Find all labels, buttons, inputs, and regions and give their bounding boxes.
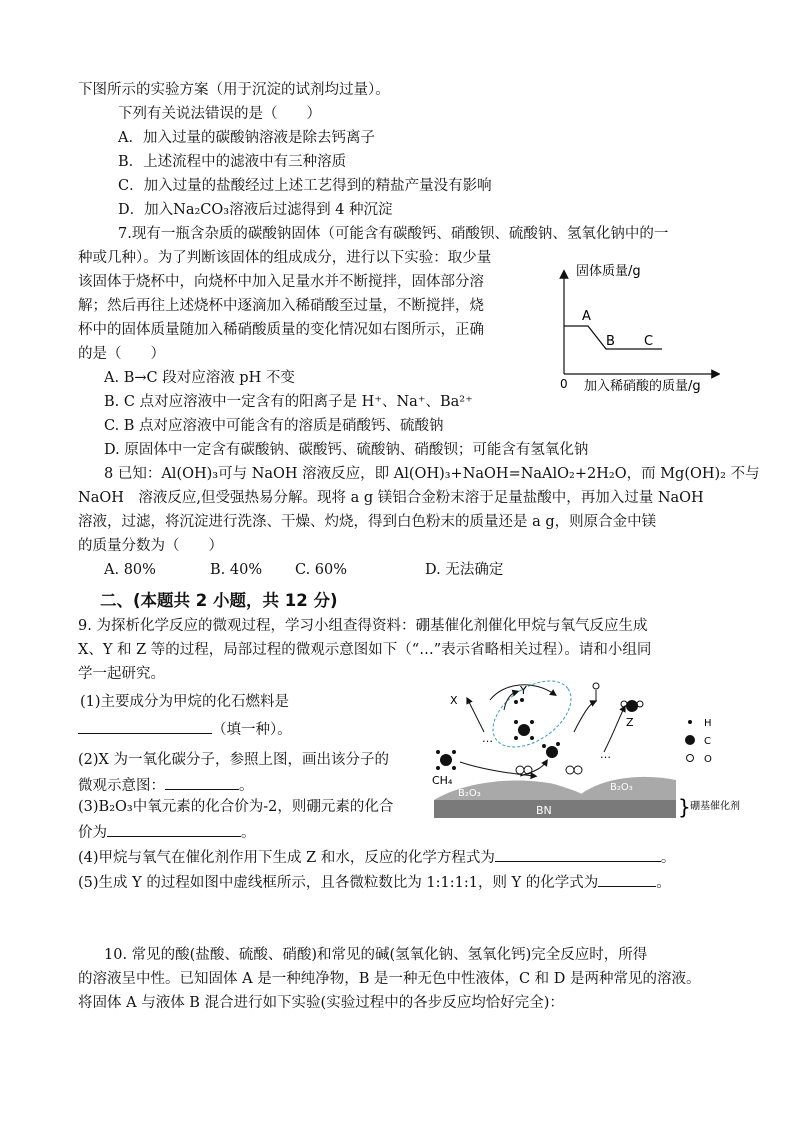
q9-part2-answer-blank[interactable]: [165, 774, 239, 790]
intermediate-molecule-icon: [514, 720, 534, 740]
q9-part5-label: (5)生成 Y 的过程如图中虚线框所示，且各微粒数比为 1:1:1:1，则 Y 的化学式为: [78, 875, 599, 891]
q10-line-1: 10. 常见的酸(盐酸、硫酸、硝酸)和常见的碱(氢氧化钠、氢氧化钙)完全反应时，所得: [104, 947, 648, 963]
q8-option-a: A. 80%: [104, 562, 156, 578]
point-b-label: B: [606, 334, 615, 349]
q9-part1-answer-blank[interactable]: [78, 718, 212, 734]
q6-stem: 下列有关说法错误的是（ ）: [118, 106, 321, 122]
q7-option-c: C. B 点对应溶液中可能含有的溶质是硝酸钙、硫酸钠: [104, 418, 444, 434]
q10-line-3: 将固体 A 与液体 B 混合进行如下实验(实验过程中的各步反应均恰好完全)：: [78, 995, 564, 1011]
oxygen-molecule-icon-2: [566, 766, 582, 774]
arrow-right-branch: [574, 702, 594, 732]
q7-line-1: 7.现有一瓶含杂质的碳酸钠固体（可能含有碳酸钙、硝酸钡、硫酸钠、氢氧化钠中的一: [118, 226, 669, 242]
q9-part4-row: (4)甲烷与氧气在催化剂作用下生成 Z 和水，反应的化学方程式为 。: [78, 846, 675, 868]
micro-process-diagram: [424, 672, 748, 820]
q6-option-a: A．加入过量的碳酸钠溶液是除去钙离子: [118, 130, 375, 146]
q7-line-5: 杯中的固体质量随加入稀硝酸质量的变化情况如右图所示，正确: [78, 322, 484, 338]
q9-line-1: 9. 为探析化学反应的微观过程，学习小组查得资料：硼基催化剂催化甲烷与氧气反应生成: [78, 618, 648, 634]
q9-part2-prefix: 微观示意图：: [78, 778, 165, 794]
q9-part1-suffix: （填一种）。: [212, 722, 292, 738]
brace: }: [678, 795, 691, 819]
z-label: Z: [626, 716, 634, 729]
q7-line-6: 的是（ ）: [78, 346, 165, 362]
arrow-to-y: [504, 692, 516, 710]
legend-h-label: H: [704, 718, 712, 729]
q9-part5-answer-blank[interactable]: [598, 871, 656, 887]
q7-option-d: D. 原固体中一定含有碳酸钠、碳酸钙、硫酸钠、硝酸钡；可能含有氢氧化钠: [104, 442, 589, 458]
graph-xlabel: 加入稀硝酸的质量/g: [584, 379, 701, 394]
solid-mass-graph: [550, 256, 720, 396]
q7-option-a: A. B→C 段对应溶液 pH 不变: [104, 370, 295, 386]
arrow-ch4: [460, 762, 534, 776]
q10-line-2: 的溶液呈中性。已知固体 A 是一种纯净物，B 是一种无色中性液体，C 和 D 是两种常见的溶液。: [78, 971, 701, 987]
dots-right: …: [600, 748, 611, 761]
bn-label: BN: [536, 804, 552, 817]
y-label: Y: [520, 684, 527, 697]
q9-line-2: X、Y 和 Z 等的过程，局部过程的微观示意图如下（“…”表示省略相关过程）。请和小组同: [78, 642, 652, 658]
q9-part1-label: (1)主要成分为甲烷的化石燃料是: [80, 694, 290, 710]
q9-part1-row: [78, 718, 292, 740]
q9-part2-row: 微观示意图： 。: [78, 774, 254, 796]
bn-layer: [434, 800, 676, 818]
point-c-label: C: [644, 334, 654, 349]
b2o3-right-label: B₂O₃: [610, 782, 633, 793]
ch4-label: CH₄: [432, 774, 453, 787]
q8-line-4: 的质量分数为（ ）: [78, 538, 223, 554]
arrow-to-z: [604, 708, 624, 752]
arrow-to-x: [468, 700, 484, 732]
q9-part2-label: (2)X 为一氧化碳分子，参照上图，画出该分子的: [78, 752, 389, 768]
q6-option-d: D．加入Na₂CO₃溶液后过滤得到 4 种沉淀: [118, 202, 393, 218]
surface-intermediate-icon: [542, 742, 560, 758]
section-2-title: 二、(本题共 2 小题，共 12 分): [100, 591, 338, 610]
q9-part5-row: (5)生成 Y 的过程如图中虚线框所示，且各微粒数比为 1:1:1:1，则 Y 的化学式为 。: [78, 871, 671, 893]
catalyst-label: 硼基催化剂: [690, 801, 740, 812]
x-label: X: [450, 694, 458, 707]
graph-origin: 0: [560, 377, 568, 391]
q8-line-2: NaOH 溶液反应,但受强热易分解。现将 a g 镁铝合金粉末溶于足量盐酸中，再加入过量 NaOH: [78, 490, 704, 506]
b2o3-left-label: B₂O₃: [458, 788, 481, 799]
legend-o-icon: [687, 755, 694, 762]
q9-part3-answer-blank[interactable]: [107, 821, 241, 837]
q8-line-3: 溶液，过滤，将沉淀进行洗涤、干燥、灼烧，得到白色粉末的质量还是 a g，则原合金中镁: [78, 514, 657, 530]
q9-part3-label: (3)B₂O₃中氧元素的化合价为-2，则硼元素的化合: [78, 799, 394, 815]
dots-left: …: [482, 732, 493, 745]
q8-option-c: C. 60%: [295, 562, 348, 578]
methane-molecule-icon: [436, 750, 456, 770]
q6-option-c: C．加入过量的盐酸经过上述工艺得到的精盐产量没有影响: [118, 178, 492, 194]
q8-option-d: D. 无法确定: [425, 562, 504, 578]
q9-part4-label: (4)甲烷与氧气在催化剂作用下生成 Z 和水，反应的化学方程式为: [78, 850, 495, 866]
q7-option-b: B. C 点对应溶液中一定含有的阳离子是 H⁺、Na⁺、Ba²⁺: [104, 394, 473, 410]
legend: [685, 718, 712, 765]
q9-part3-prefix: 价为: [78, 825, 107, 841]
oxygen-atom-upper-icon: [593, 683, 599, 702]
q9-part3-row: 价为 。: [78, 821, 256, 843]
q8-option-b: B. 40%: [210, 562, 263, 578]
q7-line-2: 种或几种）。为了判断该固体的组成成分，进行以下实验：取少量: [78, 250, 492, 266]
q9-line-3: 学一起研究。: [78, 666, 165, 682]
point-a-label: A: [582, 309, 591, 324]
q6-option-b: B．上述流程中的滤液中有三种溶质: [118, 154, 347, 170]
legend-o-label: O: [704, 754, 712, 765]
q7-line-4: 解；然后再往上述烧杯中逐滴加入稀硝酸至过量，不断搅拌，烧: [78, 298, 484, 314]
graph-ylabel: 固体质量/g: [576, 264, 641, 279]
z-molecule-icon: [621, 700, 643, 712]
legend-c-icon: [685, 735, 695, 745]
q8-line-1: 8 已知：Al(OH)₃可与 NaOH 溶液反应，即 Al(OH)₃+NaOH=NaAlO₂+2H₂O，而 Mg(OH)₂ 不与: [104, 466, 760, 482]
y-molecule-icon: [514, 698, 524, 704]
q6-intro: 下图所示的实验方案（用于沉淀的试剂均过量）。: [78, 82, 390, 98]
legend-h-icon: [688, 720, 692, 724]
legend-c-label: C: [704, 736, 711, 747]
q9-part4-answer-blank[interactable]: [495, 846, 661, 862]
q7-line-3: 该固体于烧杯中，向烧杯中加入足量水并不断搅拌，固体部分溶: [78, 274, 484, 290]
